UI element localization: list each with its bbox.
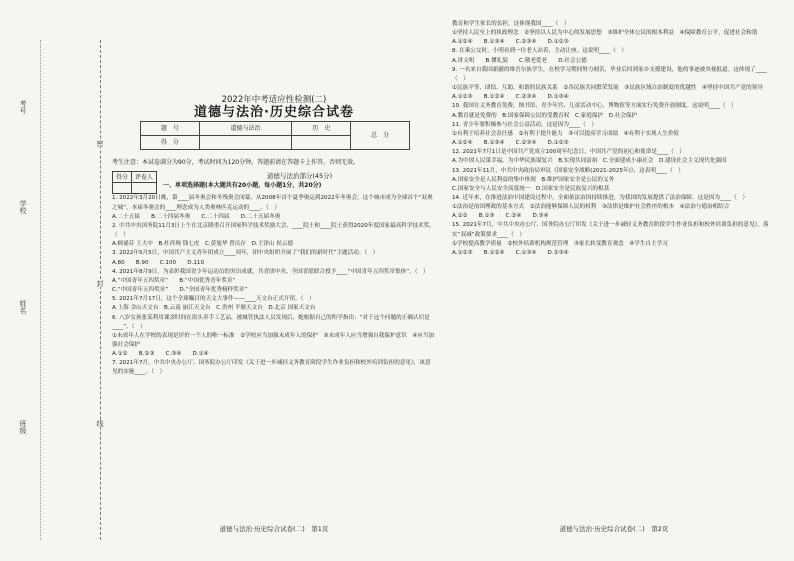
binding-seal-1: 密 [96,140,104,147]
question-options: A.80 B.90 C.100 D.110 [112,259,205,266]
exam-note: 考生注意：本试卷满分为90分，考试时间为120分钟。答题前请在答题卡上作答，否则无效。 [112,159,360,167]
question-line: ①有利于培养社会责任感 ②有利于提升能力 ③可以提高学习成绩 ④有利于实现人生价值 [452,130,680,137]
question-line: 10. 我国在义务教育免费、图书馆、青少年宫、儿童活动中心、博物馆等方面实行免费开放制度。这说明____（ ） [452,103,737,110]
question-options: A.为中国人民谋幸福，为中华民族谋复兴 B.实现共同富裕 C.全面建成小康社会 D.建设社会主义现代化强国 [452,158,727,165]
question-line: 12. 2021年7月1日是中国共产党成立100周年纪念日，中国共产党的初心和使命是____（ ） [452,149,685,156]
question-options: A.讲文明 B.懂礼貌 C.敬老爱老 D.社会公德 [452,57,587,64]
binding-seal-3: 线 [96,420,104,427]
score-header-history: 历 史 [292,122,351,136]
question-options: A.①②④ B.①③④ C.②③④ D.①②③ [452,140,569,147]
question-line: ①民族平等、团结、互助、和谐的民族关系 ②各民族共同繁荣发展 ③民族区域自治制度的优越性 ④坚持中国共产党的领导 [452,85,763,92]
question-options: A.国家安全是人民利益的集中体现 B.维护国家安全是公民的义务 [452,176,615,183]
binding-line-inner [100,40,101,540]
question-options: A.教育就是免费的 B.国家保障公民的受教育权 C.家庭保护 D.社会保护 [452,112,638,119]
exam-title: 2022年中考适应性检测(二) [221,95,327,105]
scorer-score-label: 得分 [113,172,132,183]
question-line: 教育和学生家长的负担，这体现我国____（ ） [452,21,570,27]
question-line: ①法治是治国理政的基本方式 ②法治能够保障人民的权利 ③法律是维护社会秩序的根本 ④法治与德治相结合 [452,204,730,211]
binding-line-outer [40,40,41,540]
binding-label-examno: 考号 [19,100,27,114]
question-options: A.①② B.②③ C.③④ D.①④ [112,351,209,358]
question-list-p2 [452,20,776,258]
question-line: 9. 一名来自我国新疆的维吾尔族学生，在校学习期间努力刻苦，毕业后回到家乡支援建设，他的事迹被央视报道。这体现了____（ ） [452,66,767,82]
binding-label-school: 学校 [19,200,27,214]
question-options: A.二十五届 B.二十四届冬奥 C.二十四届 D.二十五届冬奥 [112,213,281,220]
question-line: 13. 2021年11月，中共中央政治局审议《国家安全战略(2021-2025年)》，这表明____（ ） [452,167,684,174]
binding-seal-2: 封 [96,280,104,287]
question-options: A.①②③ B.①②④ C.①③④ D.②③④ [452,249,569,256]
question-line: 14. 近年来，在推进法治中国建设过程中，全面依法治国持续推进，为我国的发展提供了法治保障。这是因为____（ ） [452,194,748,201]
score-cell-morality [199,136,291,150]
question-line: 2. 中共中央国务院11月3日上午在北京隆重召开国家科学技术奖励大会，____院士和____院士获得2020年度国家最高科学技术奖。（ ） [112,222,435,239]
question-line: ①未成年人在学校的表现是评价一个人的唯一标准 ②学校应当加强未成年人的保护 ③未成年人应当增强自我保护意识 ④应当加强社会保护 [112,332,435,348]
score-header-morality: 道德与法治 [199,122,291,136]
part-title: 道德与法治部分(45分) [266,171,333,180]
question-list-p1 [112,194,436,377]
question-options: A.上海 佘山天文台 B.云南 丽江天文台 C.贵州 平塘天文台 D.北京 国家天文台 [112,305,316,312]
question-line: 4. 2021年8月9日，为表彰我国青少年运动员的突出成就，共青团中央、全国青联联合授予____“中国青年五四奖章集体”。（ ） [112,268,429,275]
page-footer-2: 道德与法治·历史综合试卷(二) 第2页 [559,524,669,533]
exam-subtitle: 道德与法治·历史综合试卷 [194,105,354,121]
question-line: 6. 八岁女孩张某利用课余时间在街头卖手工艺品，被城管执法人员发现后，她根据自己的所学指出：“对于这个问题的正确认识是____”。（ ） [112,314,430,330]
binding-label-name: 姓名 [19,300,27,314]
scorer-grader-label: 评卷人 [132,172,157,183]
scorer-box [112,171,157,194]
question-line: 5. 2021年7月17日，这个全球瞩目的天文大事件——____天文台正式开馆。（ ） [112,296,315,303]
page-2 [452,20,776,540]
question-options: A.①②④ B.①③④ C.②③④ D.①②③ [452,39,569,46]
question-line: 8. 在乘公交时，小明看到一位老人站着，主动让座。这说明____（ ） [452,48,627,55]
question-line: 3. 2022年5月5日，中国共产主义青年团成立____周年，团中央组织开展了“我们的新时代”主题活动。（ ） [112,250,379,257]
question-options: A.“中国青年五四奖章” B.“中国优秀青年奖章” [112,277,236,284]
question-options: C.国家安全与人民安全高度统一 D.国家安全是民族复兴的根基 [452,185,610,192]
page-1 [112,20,436,540]
score-row-label: 得 分 [141,136,200,150]
score-cell-history [292,136,351,150]
page-footer-1: 道德与法治·历史综合试卷(二) 第1页 [219,524,329,533]
question-line: ①学校提高教学质量 ②校外培训机构规范管理 ③家长转变教育观念 ④学生自主学习 [452,240,668,247]
question-options: A.①②③ B.①②④ C.②③④ D.①③④ [452,94,569,101]
score-header-total: 总 分 [351,122,410,150]
section-title: 一、单项选择题(本大题共有20小题，每小题1分，共20分) [163,181,322,189]
binding-label-class: 班级 [19,420,27,434]
score-table [140,121,410,150]
question-line: 1. 2022年3月20日晚，第____届冬奥会和冬残奥会闭幕，从2008年首个夏季奥运到2022年冬奥会，这个城市成为全球首个“双奥之城”，本届冬奥会的____理念成为人类奥林匹克运动的____。（ ） [112,195,433,211]
question-line: ①坚持人民至上的执政理念 ②坚持以人民为中心的发展思想 ③维护全体公民的根本利益 ④保障教育公平，促进社会和谐 [452,30,758,37]
question-line: 7. 2021年7月，中共中央办公厅、国务院办公厅印发《关于进一步减轻义务教育阶段学生作业负担和校外培训负担的意见》，该意见的实施____。（ ） [112,360,431,376]
question-line: 11. 青少年要积极参与社会公益活动，这是因为____（ ） [452,121,597,128]
question-options: C.“中国青年五四奖章” D.“全国青年优秀榜样奖章” [112,287,248,294]
score-header-no: 题 号 [141,122,200,136]
question-options: A.顾诵芬 王大中 B.杜祥琬 钱七虎 C.黄旭华 曾庆存 D.王泽山 侯云德 [112,241,294,248]
question-options: A.①② B.①③ C.②④ D.③④ [452,213,549,220]
question-line: 15. 2021年7月，中共中央办公厅、国务院办公厅印发《关于进一步减轻义务教育阶段学生作业负担和校外培训负担的意见》，落实“双减”政策要求____（ ） [452,222,769,238]
binding-margin [0,0,112,561]
